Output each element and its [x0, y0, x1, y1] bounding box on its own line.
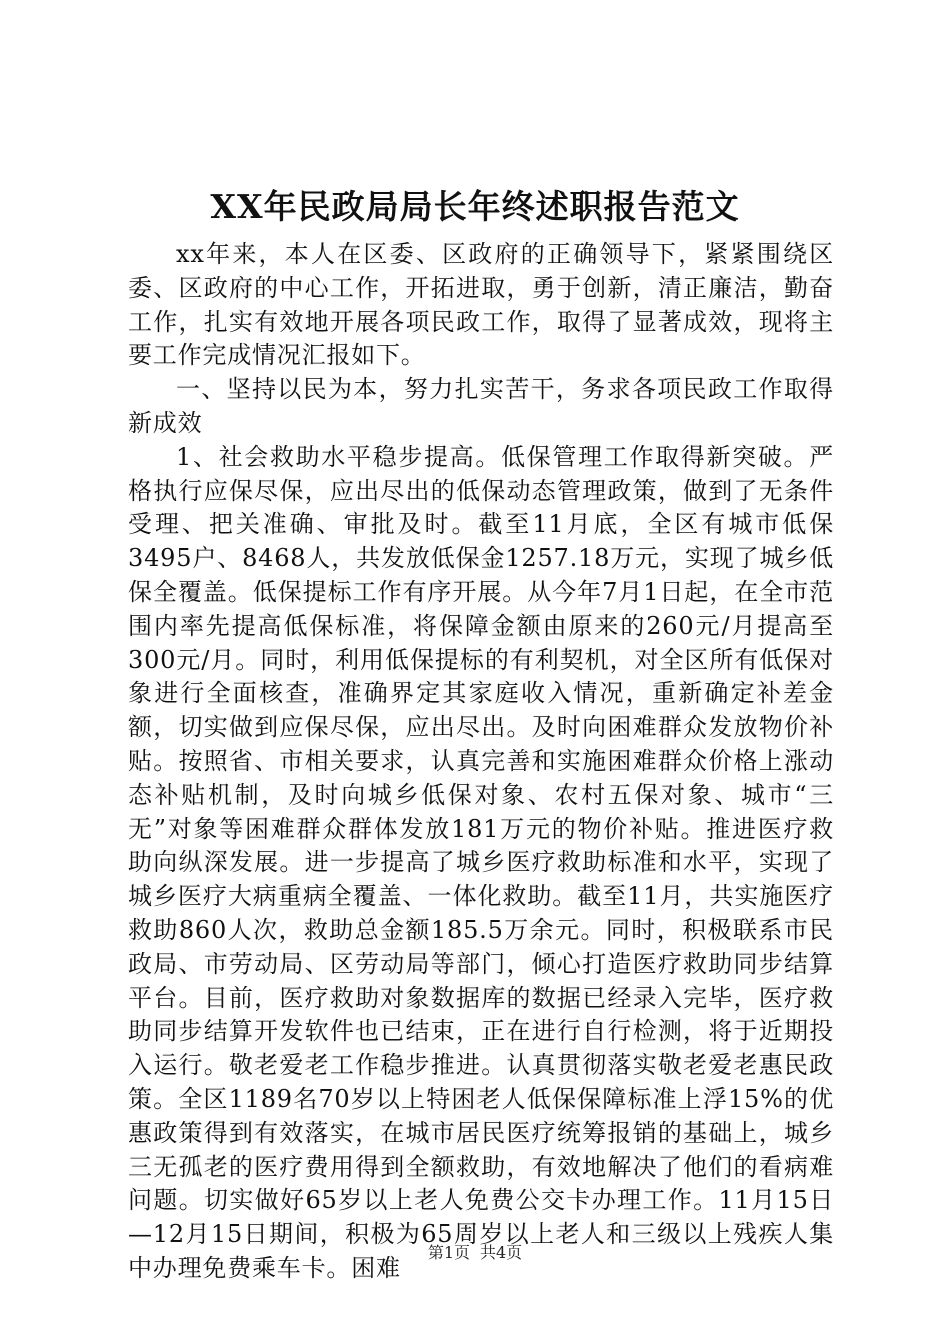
page-number: 第1页: [427, 1243, 470, 1262]
document-body: [128, 238, 834, 1286]
page-total: 共4页: [480, 1243, 523, 1262]
paragraph-intro: xx年来，本人在区委、区政府的正确领导下，紧紧围绕区委、区政府的中心工作，开拓进取，勇于创新，清正廉洁，勤奋工作，扎实有效地开展各项民政工作，取得了显著成效，现将主要工作完成情况汇报如下。: [128, 240, 834, 370]
document-title: XX年民政局局长年终述职报告范文: [210, 187, 740, 226]
paragraph-section-heading: 一、坚持以民为本，努力扎实苦干，务求各项民政工作取得新成效: [128, 375, 834, 437]
page-footer: [0, 1241, 950, 1265]
paragraph-social-assistance: 1、社会救助水平稳步提高。低保管理工作取得新突破。严格执行应保尽保，应出尽出的低保动态管理政策，做到了无条件受理、把关准确、审批及时。截至11月底，全区有城市低保3495户、8468人，共发放低保金1257.18万元，实现了城乡低保全覆盖。低保提标工作有序开展。从今年7月1日起，在全市范围内率先提高低保标准，将保障金额由原来的260元/月提高至300元/月。同时，利用低保提标的有利契机，对全区所有低保对象进行全面核查，准确界定其家庭收入情况，重新确定补差金额，切实做到应保尽保，应出尽出。及时向困难群众发放物价补贴。按照省、市相关要求，认真完善和实施困难群众价格上涨动态补贴机制，及时向城乡低保对象、农村五保对象、城市“三无”对象等困难群众群体发放181万元的物价补贴。推进医疗救助向纵深发展。进一步提高了城乡医疗救助标准和水平，实现了城乡医疗大病重病全覆盖、一体化救助。截至11月，共实施医疗救助860人次，救助总金额185.5万余元。同时，积极联系市民政局、市劳动局、区劳动局等部门，倾心打造医疗救助同步结算平台。目前，医疗救助对象数据库的数据已经录入完毕，医疗救助同步结算开发软件也已结束，正在进行自行检测，将于近期投入运行。敬老爱老工作稳步推进。认真贯彻落实敬老爱老惠民政策。全区1189名70岁以上特困老人低保保障标准上浮15%的优惠政策得到有效落实，在城市居民医疗统筹报销的基础上，城乡三无孤老的医疗费用得到全额救助，有效地解决了他们的看病难问题。切实做好65岁以上老人免费公交卡办理工作。11月15日—12月15日期间，积极为65周岁以上老人和三级以上残疾人集中办理免费乘车卡。困难: [128, 442, 834, 1282]
